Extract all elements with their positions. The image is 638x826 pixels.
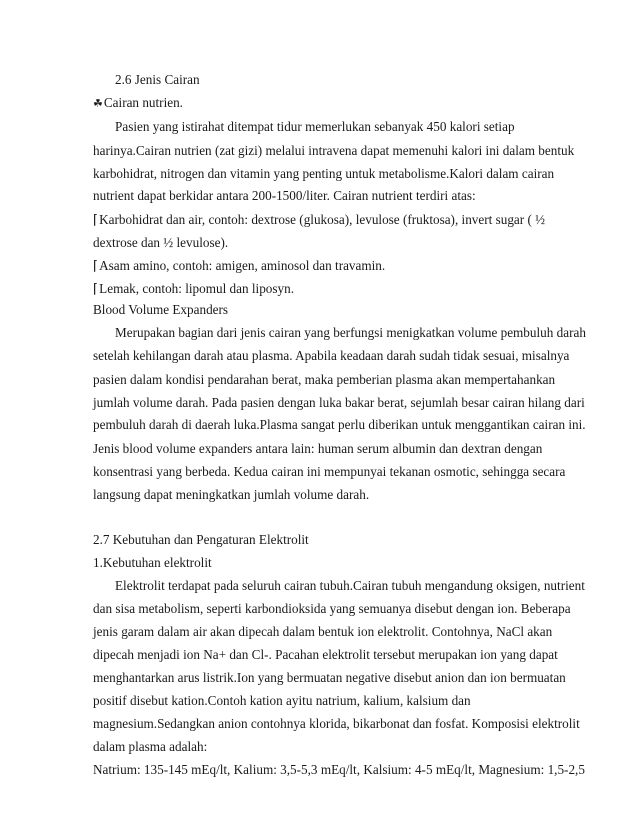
list-item: [93, 281, 294, 298]
blood-volume-heading: Blood Volume Expanders: [93, 302, 229, 317]
list-marker-icon: ⌈: [93, 282, 99, 297]
paragraph-line: harinya.Cairan nutrien (zat gizi) melalui intravena dapat memenuhi kalori ini dalam bentuk: [93, 143, 575, 158]
paragraph-line: magnesium.Sedangkan anion contohnya klorida, bikarbonat dan fosfat. Komposisi elektrolit: [93, 716, 580, 731]
paragraph-line: nutrient dapat berkidar antara 200-1500/liter. Cairan nutrient terdiri atas:: [93, 188, 476, 203]
list-marker-icon: ⌈: [93, 213, 99, 228]
paragraph-line: Jenis blood volume expanders antara lain: human serum albumin dan dextran dengan: [93, 441, 543, 456]
paragraph-line: dalam plasma adalah:: [93, 739, 208, 754]
paragraph-line: pasien dalam kondisi pendarahan berat, maka pemberian plasma akan mempertahankan: [93, 372, 556, 387]
paragraph-line: Elektrolit terdapat pada seluruh cairan tubuh.Cairan tubuh mengandung oksigen, nutrient: [115, 578, 585, 593]
list-marker-icon: ⌈: [93, 259, 99, 274]
paragraph-line: setelah kehilangan darah atau plasma. Apabila keadaan darah sudah tidak sesuai, misalnya: [93, 348, 570, 363]
clover-bullet-icon: ☘: [93, 97, 103, 110]
list-item-text: Asam amino, contoh: amigen, aminosol dan travamin.: [99, 258, 386, 273]
paragraph-line: positif disebut kation.Contoh kation ayitu natrium, kalium, kalsium dan: [93, 693, 471, 708]
paragraph-line: dan sisa metabolism, seperti karbondioksida yang semuanya disebut dengan ion. Beberapa: [93, 601, 571, 616]
paragraph-line: konsentrasi yang berbeda. Kedua cairan ini mempunyai tekanan osmotic, sehingga secara: [93, 464, 566, 479]
paragraph-line: jumlah volume darah. Pada pasien dengan luka bakar berat, sejumlah besar cairan hilang dari: [93, 395, 585, 410]
paragraph-line: dipecah menjadi ion Na+ dan Cl-. Pacahan elektrolit tersebut merupakan ion yang dapat: [93, 647, 558, 662]
nutrient-heading: [93, 95, 183, 112]
paragraph-line: karbohidrat, nitrogen dan vitamin yang penting untuk metabolisme.Kalori dalam cairan: [93, 166, 555, 181]
section-heading-2-7: 2.7 Kebutuhan dan Pengaturan Elektrolit: [93, 532, 309, 547]
paragraph-line: Pasien yang istirahat ditempat tidur memerlukan sebanyak 450 kalori setiap: [115, 119, 515, 134]
paragraph-line: pembuluh darah di daerah luka.Plasma sangat perlu diberikan untuk menggantikan cairan ini.: [93, 417, 586, 432]
section-heading-2-6: 2.6 Jenis Cairan: [115, 72, 200, 87]
list-item-continuation: dextrose dan ½ levulose).: [93, 235, 229, 250]
paragraph-line: jenis garam dalam air akan dipecah dalam bentuk ion elektrolit. Contohnya, NaCl akan: [93, 624, 553, 639]
paragraph-line: menghantarkan arus listrik.Ion yang bermuatan negative disebut anion dan ion bermuatan: [93, 670, 566, 685]
subheading-kebutuhan: 1.Kebutuhan elektrolit: [93, 555, 212, 570]
list-item-text: Lemak, contoh: lipomul dan liposyn.: [99, 281, 295, 296]
paragraph-line: langsung dapat meningkatkan jumlah volume darah.: [93, 487, 370, 502]
list-item-text: Karbohidrat dan air, contoh: dextrose (glukosa), levulose (fruktosa), invert sugar ( ½: [99, 212, 546, 227]
nutrient-heading-text: Cairan nutrien.: [103, 95, 183, 110]
paragraph-line: Natrium: 135-145 mEq/lt, Kalium: 3,5-5,3 mEq/lt, Kalsium: 4-5 mEq/lt, Magnesium: 1,5-2,5: [93, 762, 585, 777]
paragraph-line: Merupakan bagian dari jenis cairan yang berfungsi menigkatkan volume pembuluh darah: [115, 325, 586, 340]
list-item: [93, 258, 385, 275]
list-item: [93, 212, 545, 229]
